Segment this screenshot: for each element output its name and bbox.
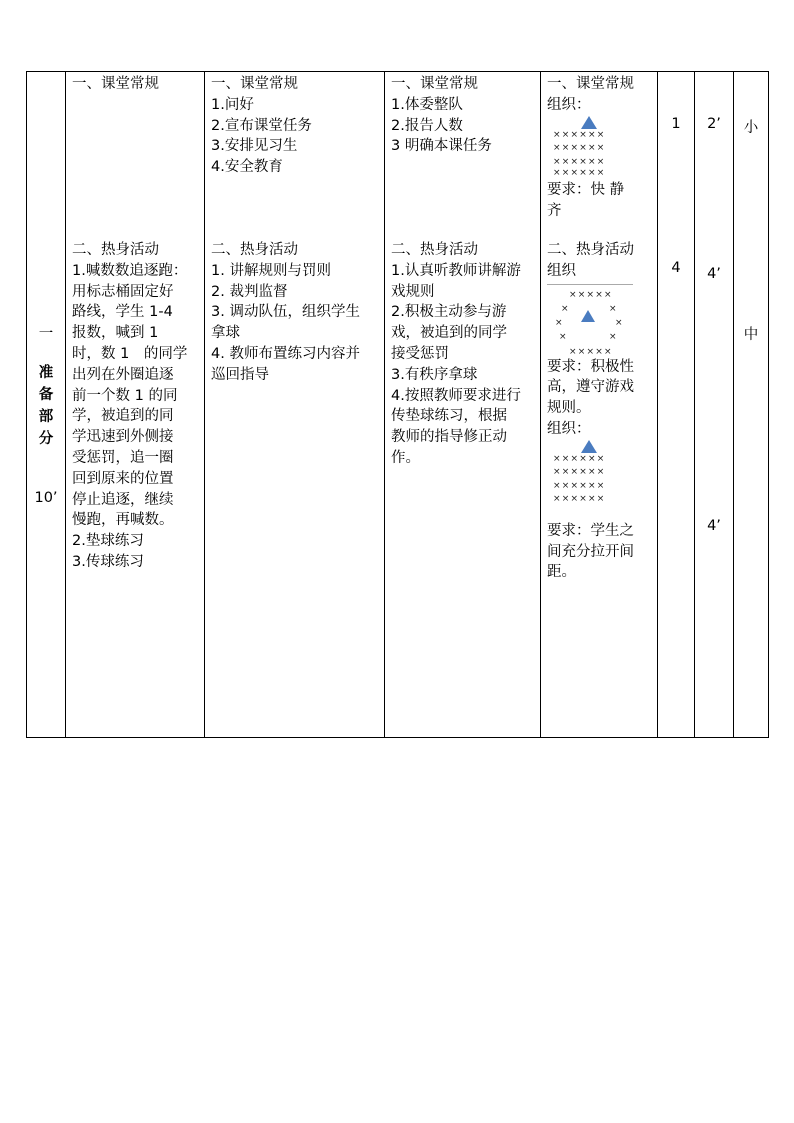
- formation-row: ××××××: [553, 156, 606, 167]
- circle-formation-top: ×××××: [569, 289, 613, 300]
- content-line: 路线，学生 1-4: [72, 304, 173, 321]
- org-part1-requirement-2: 静: [609, 182, 625, 199]
- circle-formation-right: ×: [615, 317, 623, 328]
- content-line: 时，数 1 的同学: [72, 345, 188, 362]
- student-part2: [391, 240, 536, 469]
- circle-formation-mark: ×: [561, 303, 569, 314]
- count-value: 4: [671, 260, 681, 276]
- time-cell: [695, 72, 734, 738]
- student-line: 3 明确本课任务: [391, 138, 492, 155]
- teacher-line: 一、课堂常规: [211, 76, 298, 92]
- student-line: 戏规则: [391, 283, 435, 300]
- org-part1-label: 组织：: [547, 96, 591, 113]
- org-part2-title: 二、热身活动: [547, 242, 634, 258]
- circle-formation-bottom: ×××××: [569, 346, 613, 357]
- org-part2-label-2: 组织：: [547, 420, 591, 437]
- org-part2-requirement: 高，遵守游戏: [547, 379, 634, 396]
- org-part1-requirement: 要求：快: [547, 182, 605, 199]
- circle-formation-mark: ×: [559, 331, 567, 342]
- teacher-line: 二、热身活动: [211, 242, 298, 258]
- student-line: 二、热身活动: [391, 242, 478, 258]
- student-line: 2.报告人数: [391, 117, 463, 134]
- content-cell: [66, 72, 205, 738]
- formation-row: ××××××: [553, 453, 606, 464]
- formation-row: ××××××: [553, 129, 606, 140]
- count-cell: [658, 72, 695, 738]
- formation-row: ××××××: [553, 467, 606, 478]
- teacher-line: 巡回指导: [211, 366, 269, 383]
- student-line: 作。: [391, 449, 420, 466]
- teacher-line: 3.安排见习生: [211, 138, 298, 155]
- section-name-char: 准: [38, 365, 54, 381]
- student-cell: [385, 72, 541, 738]
- section-cell: [27, 72, 66, 738]
- organization-cell: [541, 72, 658, 738]
- content-line: 慢跑，再喊数。: [72, 512, 174, 529]
- org-part1-title: 一、课堂常规: [547, 76, 634, 92]
- student-part1: [391, 74, 536, 157]
- intensity-value: 中: [743, 327, 759, 343]
- section-name-char: 部: [38, 409, 54, 425]
- formation-row: ××××××: [553, 143, 606, 154]
- teacher-triangle-icon: [581, 440, 597, 453]
- time-value: 4’: [707, 518, 721, 534]
- student-line: 戏，被追到的同学: [391, 325, 507, 342]
- org-part2-requirement: 要求：积极性: [547, 358, 634, 375]
- formation-row: ××××××: [553, 480, 606, 491]
- org-part2-requirement-2: 间充分拉开间: [547, 543, 634, 560]
- student-line: 3.有秩序拿球: [391, 366, 478, 383]
- section-name-char: 备: [38, 387, 54, 403]
- content-line: 2.垫球练习: [72, 533, 144, 550]
- org-part2-label: 组织: [547, 262, 576, 279]
- teacher-part1: [211, 74, 380, 178]
- teacher-line: 1.问好: [211, 96, 254, 113]
- time-value: 4’: [707, 266, 721, 282]
- teacher-line: 2. 裁判监督: [211, 283, 288, 300]
- content-line: 学，被追到的同: [72, 408, 174, 425]
- student-line: 教师的指导修正动: [391, 429, 507, 446]
- content-line: 报数，喊到 1: [72, 325, 159, 342]
- intensity-value: 小: [743, 120, 759, 136]
- count-value: 1: [671, 116, 681, 132]
- content-line: 回到原来的位置: [72, 470, 174, 487]
- circle-formation-mark: ×: [609, 331, 617, 342]
- content-part2: [72, 240, 200, 573]
- org-part2-requirement-2: 要求：学生之: [547, 522, 634, 539]
- content-line: 1.喊数数追逐跑：: [72, 262, 188, 279]
- circle-formation-mark: ×: [609, 303, 617, 314]
- org-part2-requirement: 规则。: [547, 400, 591, 417]
- content-line: 3.传球练习: [72, 553, 144, 570]
- student-line: 传垫球练习，根据: [391, 408, 507, 425]
- teacher-line: 1. 讲解规则与罚则: [211, 262, 331, 279]
- teacher-line: 2.宣布课堂任务: [211, 117, 312, 134]
- content-line: 用标志桶固定好: [72, 283, 174, 300]
- content-line: 学迅速到外侧接: [72, 429, 174, 446]
- circle-formation-left: ×: [555, 317, 563, 328]
- student-line: 4.按照教师要求进行: [391, 387, 521, 404]
- student-line: 接受惩罚: [391, 345, 449, 362]
- student-line: 一、课堂常规: [391, 76, 478, 92]
- teacher-line: 4.安全教育: [211, 159, 283, 176]
- circle-formation: [547, 285, 653, 357]
- lesson-plan-table: [26, 71, 769, 738]
- student-line: 1.认真听教师讲解游: [391, 262, 521, 279]
- section-number: 一: [38, 326, 54, 342]
- section-time: 10’: [34, 490, 58, 506]
- teacher-line: 3. 调动队伍，组织学生: [211, 304, 360, 321]
- teacher-triangle-icon: [581, 116, 597, 129]
- teacher-triangle-icon: [581, 310, 595, 322]
- content-line: 停止追逐，继续: [72, 491, 174, 508]
- content-part1-title: 一、课堂常规: [72, 76, 159, 92]
- content-line: 出列在外圈追逐: [72, 366, 174, 383]
- intensity-cell: [734, 72, 769, 738]
- student-line: 2.积极主动参与游: [391, 304, 507, 321]
- formation-row: ××××××: [553, 169, 606, 179]
- section-name-char: 分: [38, 431, 54, 447]
- student-line: 1.体委整队: [391, 96, 463, 113]
- org-part1-requirement-3: 齐: [547, 202, 562, 219]
- teacher-part2: [211, 240, 380, 386]
- teacher-line: 4. 教师布置练习内容并: [211, 345, 360, 362]
- teacher-cell: [205, 72, 385, 738]
- org-part2-requirement-2: 距。: [547, 564, 576, 581]
- content-line: 受惩罚，追一圈: [72, 449, 174, 466]
- time-value: 2’: [707, 116, 721, 132]
- formation-row: ××××××: [553, 494, 606, 505]
- teacher-line: 拿球: [211, 325, 240, 342]
- content-line: 二、热身活动: [72, 242, 159, 258]
- content-line: 前一个数 1 的同: [72, 387, 178, 404]
